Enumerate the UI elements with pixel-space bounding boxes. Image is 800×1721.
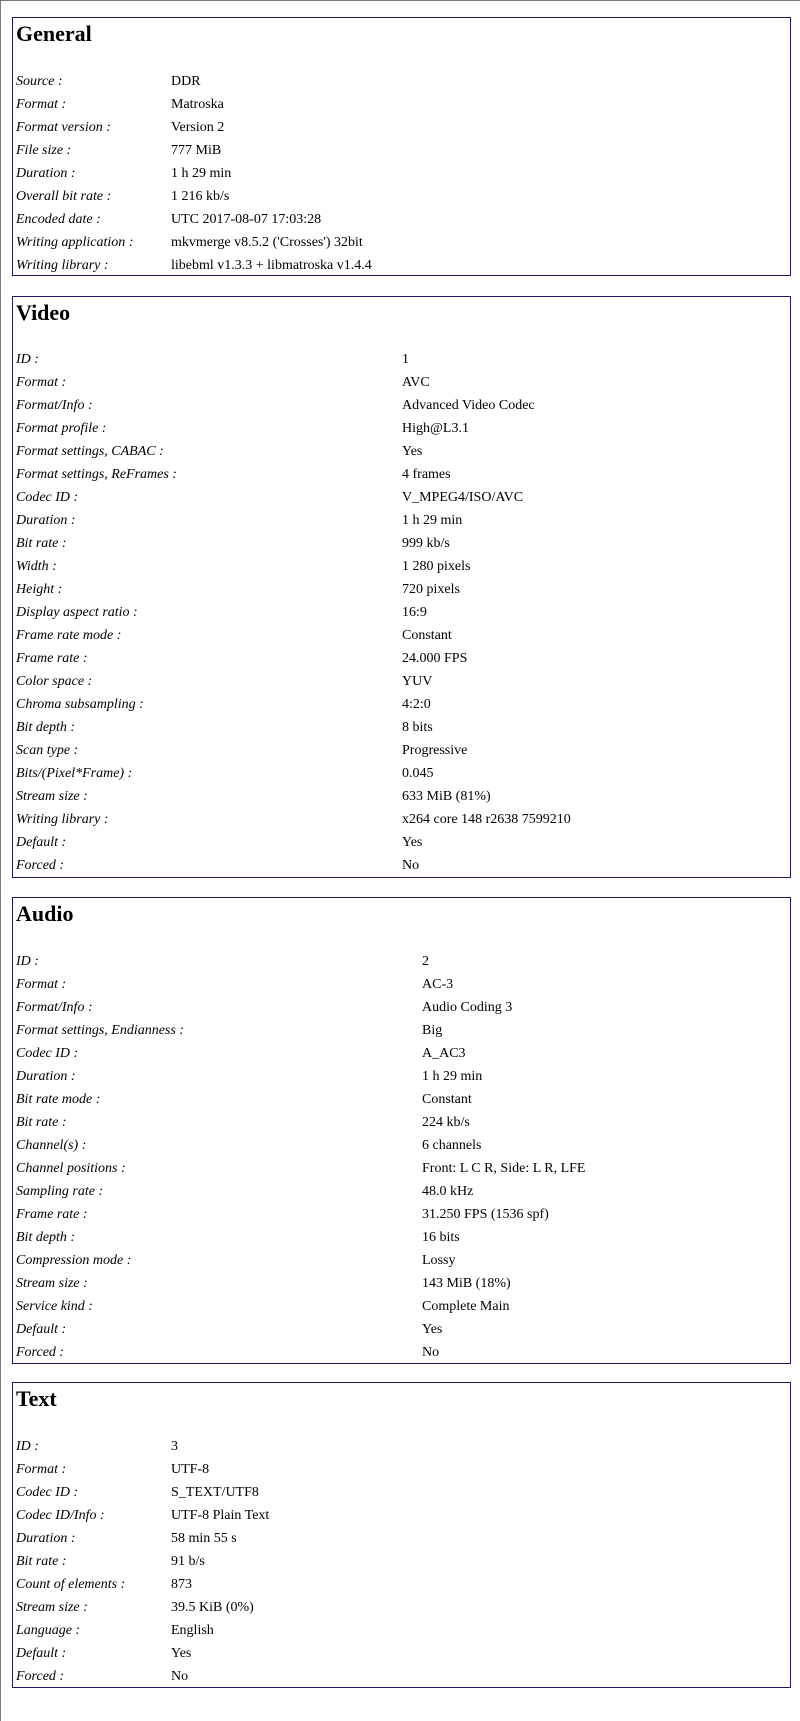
table-row <box>16 693 787 716</box>
field-label: Channel positions : <box>16 1161 126 1176</box>
field-value: Version 2 <box>171 120 225 135</box>
text-info-table <box>16 1435 787 1688</box>
field-value: S_TEXT/UTF8 <box>171 1485 259 1500</box>
field-value: 58 min 55 s <box>171 1531 237 1546</box>
table-row <box>16 162 787 185</box>
table-row <box>16 1203 787 1226</box>
field-value: Yes <box>422 1322 443 1337</box>
video-section <box>12 296 791 878</box>
field-label: Display aspect ratio : <box>16 605 138 620</box>
field-label: Scan type : <box>16 743 79 758</box>
field-label: Format : <box>16 97 67 112</box>
table-row <box>16 208 787 231</box>
table-row <box>16 394 787 417</box>
table-row <box>16 555 787 578</box>
field-value: Yes <box>402 444 423 459</box>
field-value: 0.045 <box>402 766 434 781</box>
field-label: Frame rate : <box>16 651 88 666</box>
table-row <box>16 670 787 693</box>
table-row <box>16 1180 787 1203</box>
field-value: 1 280 pixels <box>402 559 471 574</box>
field-label: Bit rate mode : <box>16 1092 101 1107</box>
table-row <box>16 1111 787 1134</box>
table-row <box>16 509 787 532</box>
field-label: Duration : <box>16 1069 76 1084</box>
table-row <box>16 1550 787 1573</box>
table-row <box>16 716 787 739</box>
table-row <box>16 1249 787 1272</box>
field-value: 48.0 kHz <box>422 1184 474 1199</box>
field-label: Format/Info : <box>16 398 93 413</box>
table-row <box>16 1042 787 1065</box>
table-row <box>16 647 787 670</box>
table-row <box>16 93 787 116</box>
field-label: Format : <box>16 977 67 992</box>
table-row <box>16 116 787 139</box>
field-value: Audio Coding 3 <box>422 1000 513 1015</box>
field-label: Stream size : <box>16 789 88 804</box>
table-row <box>16 348 787 371</box>
field-label: Compression mode : <box>16 1253 132 1268</box>
field-value: No <box>422 1345 440 1360</box>
field-value: 1 h 29 min <box>402 513 463 528</box>
field-value: libebml v1.3.3 + libmatroska v1.4.4 <box>171 258 372 273</box>
field-label: Format settings, Endianness : <box>16 1023 184 1038</box>
field-label: Format settings, ReFrames : <box>16 467 177 482</box>
field-label: Frame rate : <box>16 1207 88 1222</box>
table-row <box>16 1019 787 1042</box>
field-value: AC-3 <box>422 977 454 992</box>
field-label: Frame rate mode : <box>16 628 122 643</box>
field-label: Service kind : <box>16 1299 93 1314</box>
table-row <box>16 70 787 93</box>
field-value: 31.250 FPS (1536 spf) <box>422 1207 549 1222</box>
table-row <box>16 1596 787 1619</box>
table-row <box>16 1318 787 1341</box>
table-row <box>16 139 787 162</box>
table-row <box>16 1226 787 1249</box>
field-value: V_MPEG4/ISO/AVC <box>402 490 524 505</box>
general-info-table <box>16 70 787 277</box>
field-label: Default : <box>16 1322 67 1337</box>
field-label: Sampling rate : <box>16 1184 104 1199</box>
field-label: Color space : <box>16 674 93 689</box>
table-row <box>16 1295 787 1318</box>
field-label: Duration : <box>16 513 76 528</box>
field-value: 24.000 FPS <box>402 651 468 666</box>
field-value: Advanced Video Codec <box>402 398 535 413</box>
table-row <box>16 254 787 277</box>
field-label: Format : <box>16 1462 67 1477</box>
field-label: Stream size : <box>16 1600 88 1615</box>
field-label: File size : <box>16 143 72 158</box>
field-label: Writing library : <box>16 812 109 827</box>
audio-section-title: Audio <box>16 901 74 926</box>
field-label: Bit depth : <box>16 1230 76 1245</box>
table-row <box>16 1435 787 1458</box>
table-row <box>16 854 787 877</box>
field-label: Codec ID : <box>16 1046 79 1061</box>
field-label: Bits/(Pixel*Frame) : <box>16 766 133 781</box>
field-value: 1 216 kb/s <box>171 189 230 204</box>
field-value: 143 MiB (18%) <box>422 1276 511 1291</box>
field-label: Forced : <box>16 1669 65 1684</box>
field-value: Big <box>422 1023 443 1038</box>
field-label: Format/Info : <box>16 1000 93 1015</box>
field-value: No <box>171 1669 189 1684</box>
table-row <box>16 371 787 394</box>
field-label: Duration : <box>16 166 76 181</box>
field-value: 720 pixels <box>402 582 460 597</box>
table-row <box>16 762 787 785</box>
field-label: Writing application : <box>16 235 134 250</box>
audio-info-table <box>16 950 787 1364</box>
table-row <box>16 1065 787 1088</box>
field-value: 633 MiB (81%) <box>402 789 491 804</box>
table-row <box>16 440 787 463</box>
field-label: Stream size : <box>16 1276 88 1291</box>
field-value: 1 h 29 min <box>171 166 232 181</box>
field-value: 91 b/s <box>171 1554 205 1569</box>
table-row <box>16 1157 787 1180</box>
table-row <box>16 1272 787 1295</box>
field-value: Yes <box>171 1646 192 1661</box>
field-label: ID : <box>16 1439 39 1454</box>
table-row <box>16 417 787 440</box>
general-section <box>12 17 791 276</box>
table-row <box>16 973 787 996</box>
field-label: Count of elements : <box>16 1577 126 1592</box>
field-label: Format settings, CABAC : <box>16 444 164 459</box>
table-row <box>16 996 787 1019</box>
field-value: 39.5 KiB (0%) <box>171 1600 254 1615</box>
table-row <box>16 185 787 208</box>
table-row <box>16 1481 787 1504</box>
table-row <box>16 808 787 831</box>
field-label: Bit depth : <box>16 720 76 735</box>
field-label: ID : <box>16 352 39 367</box>
table-row <box>16 1642 787 1665</box>
field-value: A_AC3 <box>422 1046 466 1061</box>
table-row <box>16 578 787 601</box>
field-value: 777 MiB <box>171 143 222 158</box>
field-label: Default : <box>16 1646 67 1661</box>
table-row <box>16 1088 787 1111</box>
table-row <box>16 1134 787 1157</box>
table-row <box>16 831 787 854</box>
table-row <box>16 463 787 486</box>
field-label: Width : <box>16 559 57 574</box>
field-label: Chroma subsampling : <box>16 697 144 712</box>
field-value: 16 bits <box>422 1230 460 1245</box>
field-value: DDR <box>171 74 201 89</box>
field-label: Bit rate : <box>16 536 67 551</box>
table-row <box>16 1665 787 1688</box>
field-value: No <box>402 858 420 873</box>
table-row <box>16 739 787 762</box>
table-row <box>16 1527 787 1550</box>
general-section-title: General <box>16 21 92 46</box>
page-border-top <box>0 0 800 1</box>
field-value: 4 frames <box>402 467 451 482</box>
page-border-left <box>0 0 1 1721</box>
field-value: 1 <box>402 352 409 367</box>
field-label: Channel(s) : <box>16 1138 87 1153</box>
field-value: 873 <box>171 1577 192 1592</box>
field-value: Matroska <box>171 97 224 112</box>
field-value: 999 kb/s <box>402 536 450 551</box>
field-label: Bit rate : <box>16 1554 67 1569</box>
audio-section <box>12 897 791 1364</box>
field-label: Duration : <box>16 1531 76 1546</box>
field-value: Constant <box>422 1092 472 1107</box>
field-value: High@L3.1 <box>402 421 469 436</box>
table-row <box>16 486 787 509</box>
video-info-table <box>16 348 787 877</box>
field-value: Yes <box>402 835 423 850</box>
field-label: Codec ID/Info : <box>16 1508 105 1523</box>
field-value: 2 <box>422 954 429 969</box>
field-value: Front: L C R, Side: L R, LFE <box>422 1161 586 1176</box>
field-label: Format : <box>16 375 67 390</box>
table-row <box>16 231 787 254</box>
field-label: Height : <box>16 582 63 597</box>
field-label: Overall bit rate : <box>16 189 112 204</box>
field-value: 8 bits <box>402 720 433 735</box>
video-section-title: Video <box>16 300 71 325</box>
field-value: YUV <box>402 674 433 689</box>
table-row <box>16 1573 787 1596</box>
text-section <box>12 1382 791 1688</box>
field-value: x264 core 148 r2638 7599210 <box>402 812 571 827</box>
field-value: UTF-8 Plain Text <box>171 1508 270 1523</box>
field-label: Encoded date : <box>16 212 101 227</box>
field-value: UTF-8 <box>171 1462 210 1477</box>
field-label: Default : <box>16 835 67 850</box>
field-label: Writing library : <box>16 258 109 273</box>
table-row <box>16 624 787 647</box>
table-row <box>16 785 787 808</box>
field-value: Complete Main <box>422 1299 510 1314</box>
field-value: Constant <box>402 628 452 643</box>
field-label: Codec ID : <box>16 1485 79 1500</box>
table-row <box>16 1504 787 1527</box>
field-value: UTC 2017-08-07 17:03:28 <box>171 212 322 227</box>
table-row <box>16 950 787 973</box>
field-value: 6 channels <box>422 1138 482 1153</box>
field-value: 3 <box>171 1439 178 1454</box>
table-row <box>16 1341 787 1364</box>
field-value: 4:2:0 <box>402 697 431 712</box>
field-label: Format version : <box>16 120 111 135</box>
field-value: AVC <box>402 375 430 390</box>
field-label: Forced : <box>16 1345 65 1360</box>
field-label: Language : <box>16 1623 81 1638</box>
field-label: Bit rate : <box>16 1115 67 1130</box>
field-value: 1 h 29 min <box>422 1069 483 1084</box>
field-value: English <box>171 1623 214 1638</box>
field-value: mkvmerge v8.5.2 ('Crosses') 32bit <box>171 235 363 250</box>
field-value: Lossy <box>422 1253 456 1268</box>
field-value: 224 kb/s <box>422 1115 470 1130</box>
field-value: 16:9 <box>402 605 427 620</box>
field-label: Source : <box>16 74 63 89</box>
field-label: Forced : <box>16 858 65 873</box>
table-row <box>16 601 787 624</box>
table-row <box>16 1619 787 1642</box>
table-row <box>16 1458 787 1481</box>
field-value: Progressive <box>402 743 468 758</box>
field-label: Codec ID : <box>16 490 79 505</box>
text-section-title: Text <box>16 1386 57 1411</box>
field-label: ID : <box>16 954 39 969</box>
field-label: Format profile : <box>16 421 107 436</box>
table-row <box>16 532 787 555</box>
